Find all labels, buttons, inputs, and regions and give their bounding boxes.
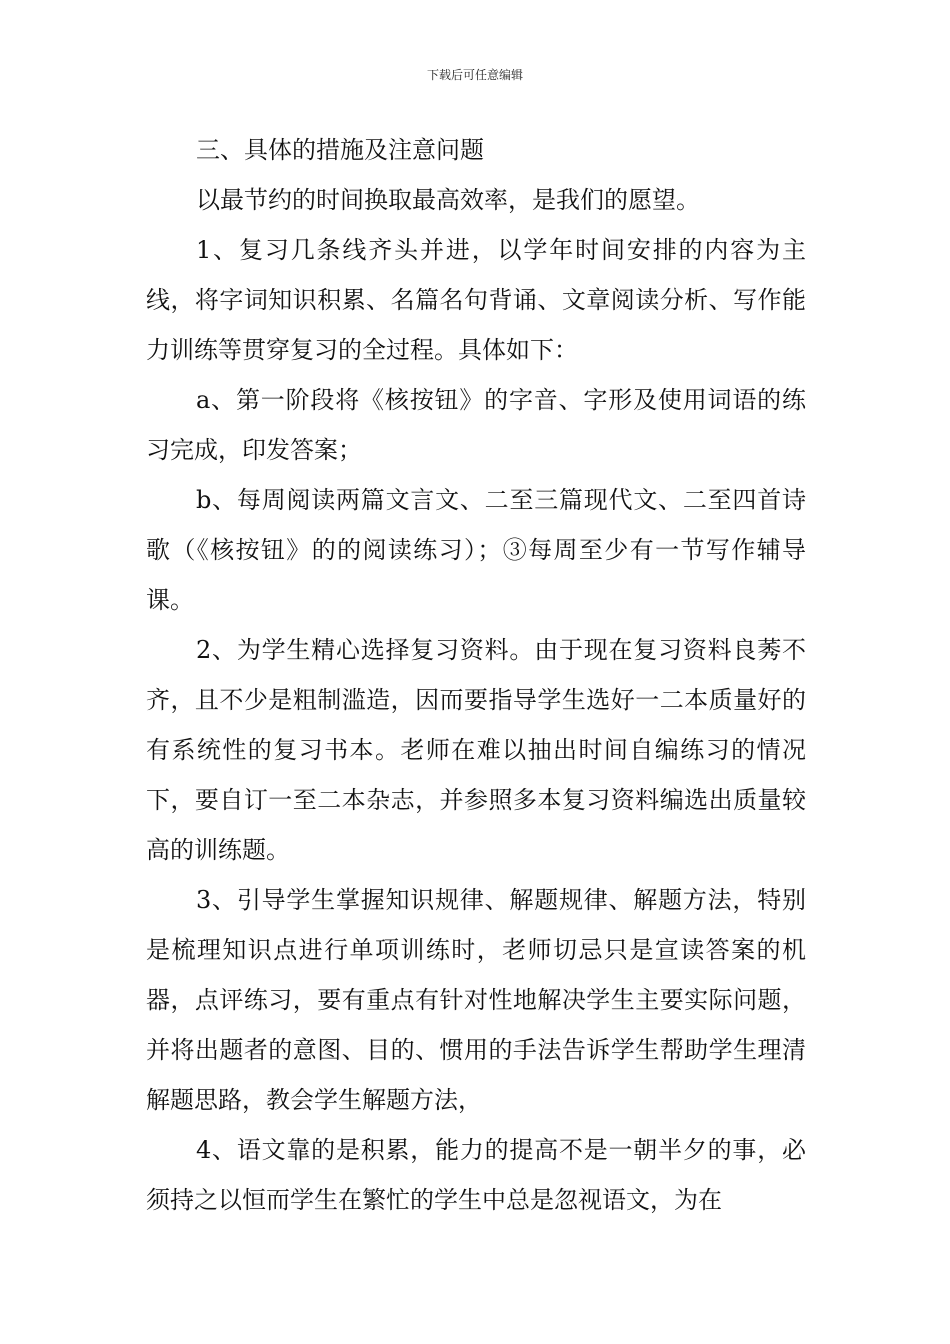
- paragraph-item-a: a、第一阶段将《核按钮》的字音、字形及使用词语的练习完成，印发答案；: [146, 386, 806, 464]
- paragraph-item-4: 4、语文靠的是积累，能力的提高不是一朝半夕的事，必须持之以恒而学生在繁忙的学生中总是忽视语文，为在: [146, 1136, 806, 1214]
- paragraph-intro: 以最节约的时间换取最高效率，是我们的愿望。: [196, 186, 700, 214]
- paragraph-item-2: 2、为学生精心选择复习资料。由于现在复习资料良莠不齐，且不少是粗制滥造，因而要指导学生选好一二本质量好的有系统性的复习书本。老师在难以抽出时间自编练习的情况下，要自订一至二本杂志，并参照多本复习资料编选出质量较高的训练题。: [146, 636, 806, 864]
- paragraph-item-3: 3、引导学生掌握知识规律、解题规律、解题方法，特别是梳理知识点进行单项训练时，老师切忌只是宣读答案的机器，点评练习，要有重点有针对性地解决学生主要实际问题，并将出题者的意图、目的、惯用的手法告诉学生帮助学生理清解题思路，教会学生解题方法，: [146, 886, 806, 1114]
- document-body: [146, 125, 806, 1225]
- page-header: 下载后可任意编辑: [426, 68, 523, 82]
- section-heading: 三、具体的措施及注意问题: [196, 136, 484, 164]
- paragraph-item-1: 1、复习几条线齐头并进，以学年时间安排的内容为主线，将字词知识积累、名篇名句背诵、文章阅读分析、写作能力训练等贯穿复习的全过程。具体如下：: [146, 236, 806, 364]
- paragraph-item-b: b、每周阅读两篇文言文、二至三篇现代文、二至四首诗歌（《核按钮》的的阅读练习）；③每周至少有一节写作辅导课。: [146, 486, 806, 614]
